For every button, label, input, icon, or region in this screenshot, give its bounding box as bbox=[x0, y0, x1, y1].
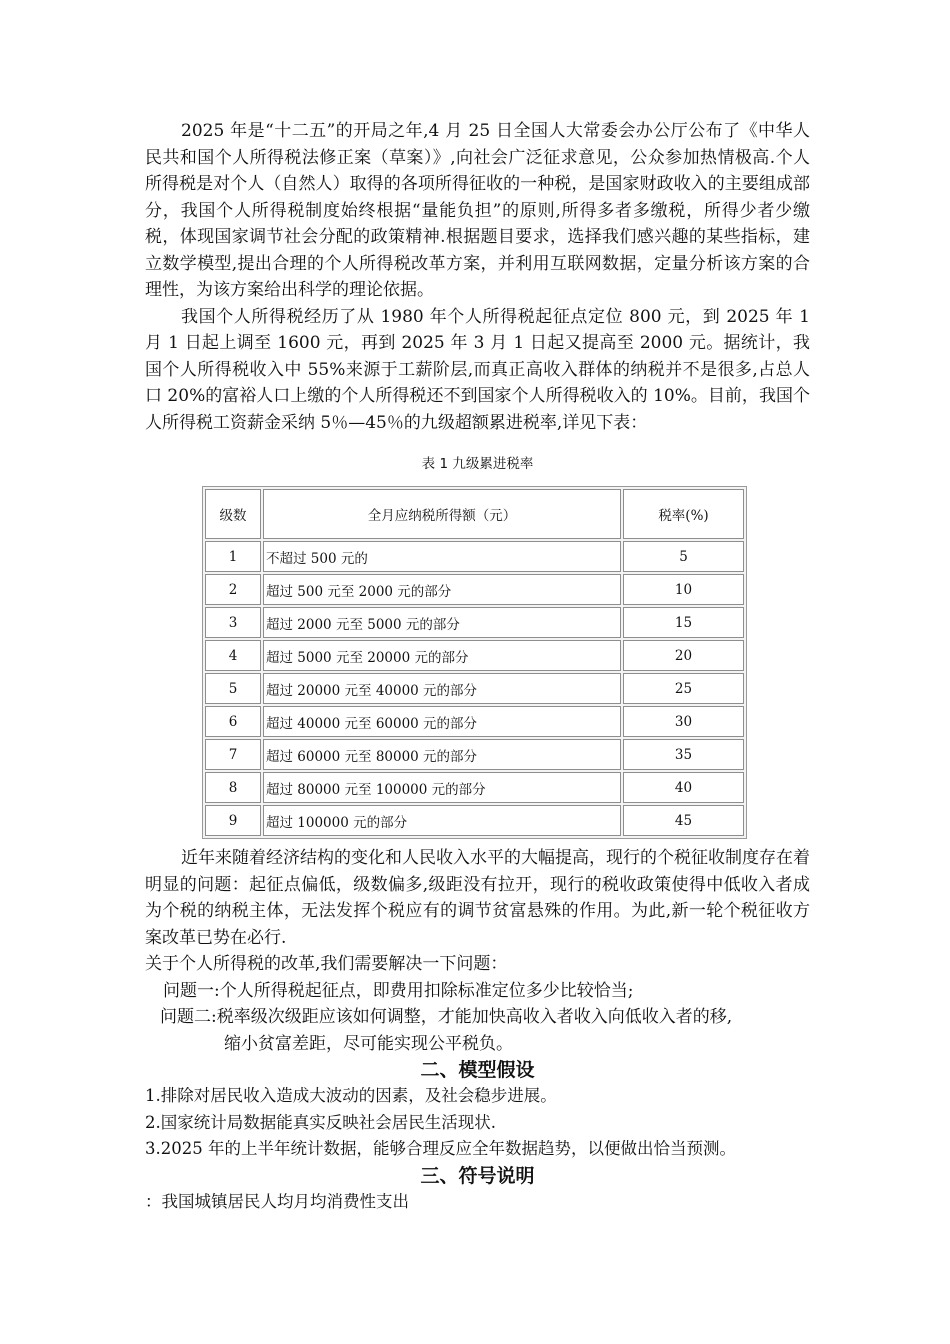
cell-rate: 40 bbox=[623, 772, 744, 803]
after-table-paragraph: 近年来随着经济结构的变化和人民收入水平的大幅提高，现行的个税征收制度存在着明显的问题：起征点偏低，级数偏多,级距没有拉开，现行的税收政策使得中低收入者成为个税的纳税主体，无法发挥个税应有的调节贫富悬殊的作用。为此,新一轮个税征收方案改革已势在必行. bbox=[145, 848, 810, 948]
table-row bbox=[205, 805, 744, 836]
intro-paragraph-1: 2025 年是“十二五”的开局之年,4 月 25 日全国人大常委会办公厅公布了《中华人民共和国个人所得税法修正案（草案）》,向社会广泛征求意见，公众参加热情极高.个人所得税是对个人（自然人）取得的各项所得征收的一种税，是国家财政收入的主要组成部分，我国个人所得税制度始终根据“量能负担”的原则,所得多者多缴税，所得少者少缴税，体现国家调节社会分配的政策精神.根据题目要求，选择我们感兴趣的某些指标，建立数学模型,提出合理的个人所得税改革方案，并利用互联网数据，定量分析该方案的合理性，为该方案给出科学的理论依据。 bbox=[145, 121, 810, 300]
cell-rate: 5 bbox=[623, 541, 744, 572]
cell-level: 4 bbox=[205, 640, 261, 671]
table-row bbox=[205, 772, 744, 803]
cell-rate: 10 bbox=[623, 574, 744, 605]
cell-income-range: 超过 40000 元至 60000 元的部分 bbox=[263, 706, 621, 737]
cell-level: 7 bbox=[205, 739, 261, 770]
table-row bbox=[205, 673, 744, 704]
cell-level: 1 bbox=[205, 541, 261, 572]
section-title-symbols: 三、符号说明 bbox=[420, 1164, 535, 1187]
cell-level: 3 bbox=[205, 607, 261, 638]
tax-rate-table bbox=[202, 486, 747, 839]
cell-level: 6 bbox=[205, 706, 261, 737]
section-title-assumptions: 二、模型假设 bbox=[420, 1059, 535, 1081]
assumption-item: 1.排除对居民收入造成大波动的因素，及社会稳步进展。 bbox=[145, 1086, 557, 1105]
symbol-definition: ：我国城镇居民人均月均消费性支出 bbox=[145, 1191, 409, 1211]
table-caption: 表 1 九级累进税率 bbox=[421, 456, 534, 472]
intro-paragraph-2: 我国个人所得税经历了从 1980 年个人所得税起征点定位 800 元，到 2025 年 1 月 1 日起上调至 1600 元，再到 2025 年 3 月 1 日起又提高至 2000 元。据统计，我国个人所得税收入中 55%来源于工薪阶层,而真正高收入群体的纳税并不是很多,占总人口 20%的富裕人口上缴的个人所得税还不到国家个人所得税收入的 10%。目前，我国个人所得税工资薪金采纳 5％—45％的九级超额累进税率,详见下表： bbox=[145, 306, 810, 433]
table-row bbox=[205, 706, 744, 737]
cell-rate: 35 bbox=[623, 739, 744, 770]
document-page bbox=[145, 118, 810, 1215]
cell-rate: 45 bbox=[623, 805, 744, 836]
cell-income-range: 超过 500 元至 2000 元的部分 bbox=[263, 574, 621, 605]
cell-level: 9 bbox=[205, 805, 261, 836]
assumption-item: 3.2025 年的上半年统计数据，能够合理反应全年数据趋势，以便做出恰当预测。 bbox=[145, 1139, 736, 1158]
assumption-item: 2.国家统计局数据能真实反映社会居民生活现状. bbox=[145, 1112, 496, 1132]
problem-one: 问题一:个人所得税起征点，即费用扣除标准定位多少比较恰当; bbox=[163, 980, 634, 1001]
cell-rate: 25 bbox=[623, 673, 744, 704]
cell-level: 5 bbox=[205, 673, 261, 704]
cell-income-range: 超过 5000 元至 20000 元的部分 bbox=[263, 640, 621, 671]
cell-level: 2 bbox=[205, 574, 261, 605]
cell-rate: 30 bbox=[623, 706, 744, 737]
cell-rate: 20 bbox=[623, 640, 744, 671]
cell-income-range: 超过 100000 元的部分 bbox=[263, 805, 621, 836]
header-income-range: 全月应纳税所得额（元） bbox=[263, 489, 621, 539]
cell-income-range: 超过 2000 元至 5000 元的部分 bbox=[263, 607, 621, 638]
header-level: 级数 bbox=[205, 489, 261, 539]
table-row bbox=[205, 541, 744, 572]
cell-income-range: 超过 20000 元至 40000 元的部分 bbox=[263, 673, 621, 704]
cell-income-range: 超过 60000 元至 80000 元的部分 bbox=[263, 739, 621, 770]
cell-income-range: 超过 80000 元至 100000 元的部分 bbox=[263, 772, 621, 803]
problem-two: 问题二:税率级次级距应该如何调整，才能加快高收入者收入向低收入者的移, bbox=[160, 1007, 733, 1027]
table-row bbox=[205, 574, 744, 605]
table-row bbox=[205, 739, 744, 770]
cell-rate: 15 bbox=[623, 607, 744, 638]
table-header-row bbox=[205, 489, 744, 539]
table-row bbox=[205, 640, 744, 671]
table-row bbox=[205, 607, 744, 638]
problems-intro: 关于个人所得税的改革,我们需要解决一下问题： bbox=[145, 954, 508, 974]
tax-rate-table-container bbox=[202, 486, 747, 839]
cell-income-range: 不超过 500 元的 bbox=[263, 541, 621, 572]
header-rate: 税率(%) bbox=[623, 489, 744, 539]
cell-level: 8 bbox=[205, 772, 261, 803]
problem-two-continuation: 缩小贫富差距，尽可能实现公平税负。 bbox=[224, 1033, 513, 1054]
